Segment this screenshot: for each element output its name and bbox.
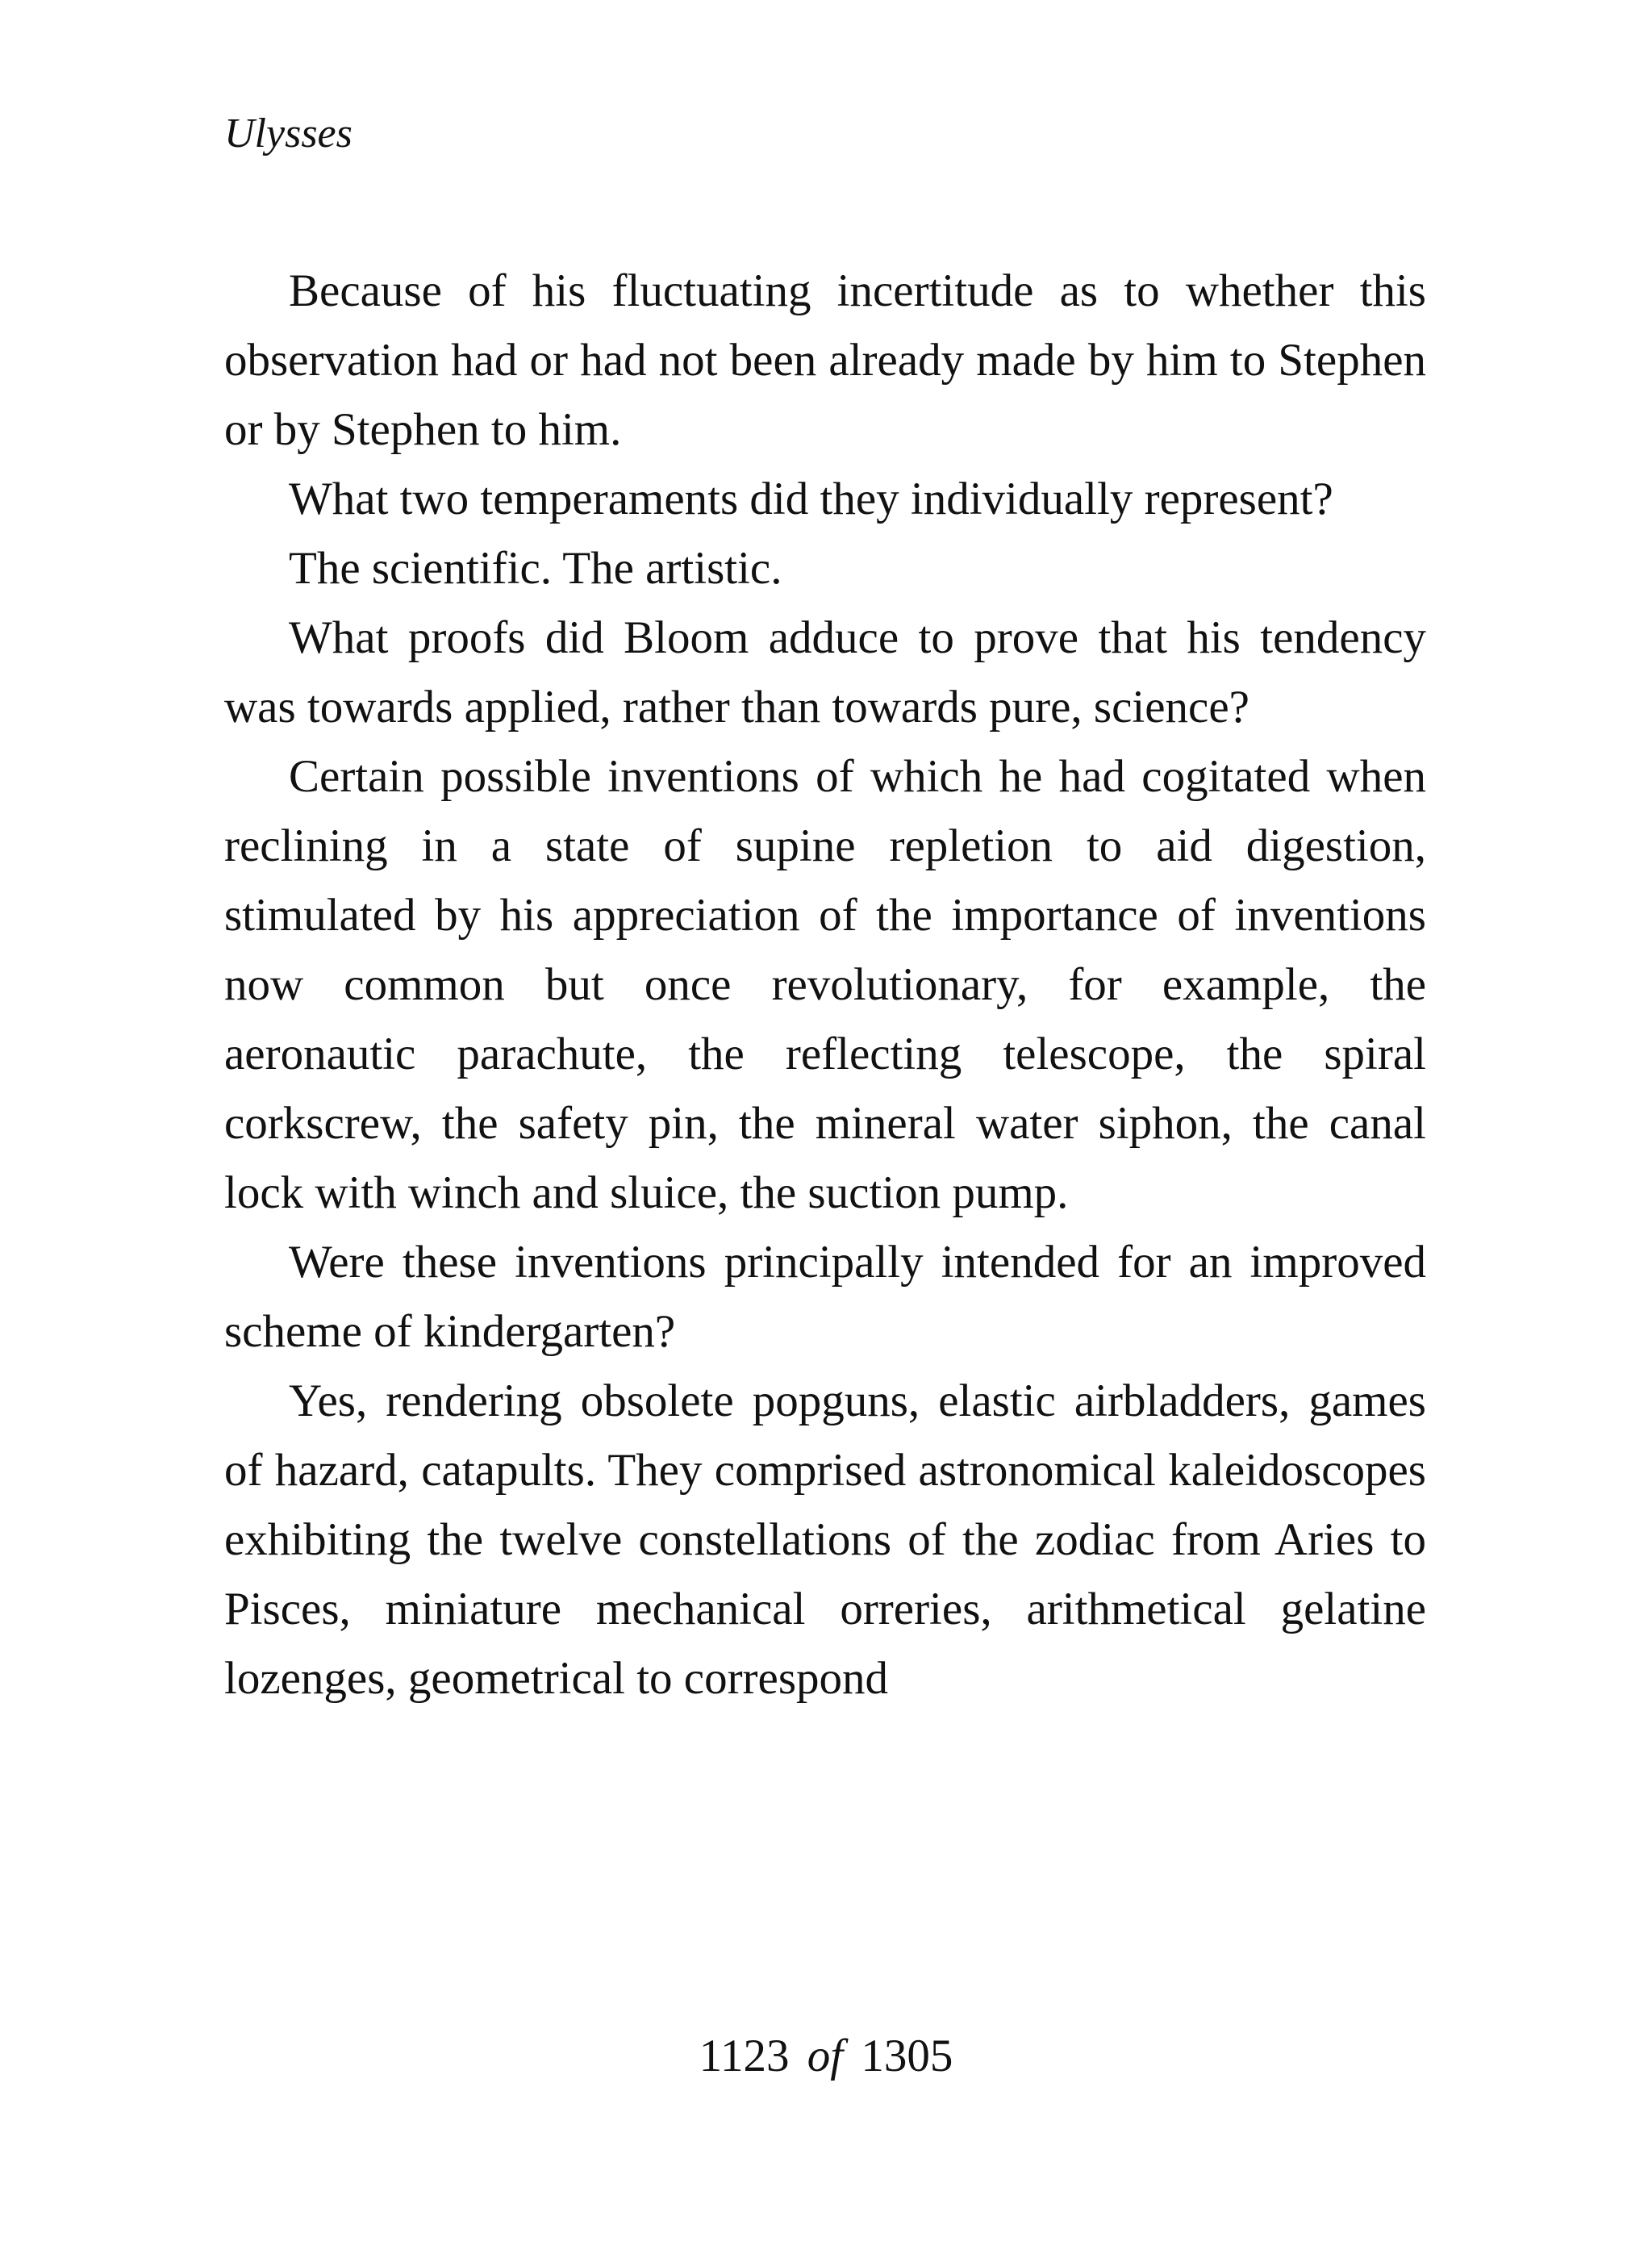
paragraph: Because of his fluctuating incertitude as to whether this observation had or had not been already made by him to Stephen or by Stephen to him. (224, 265, 1426, 455)
paragraph: Yes, rendering obsolete popguns, elastic airbladders, games of hazard, catapults. They comprised astronomical kaleidoscopes exhibiting the twelve constellations of the zodiac from Aries to Pisces, miniature mechanical orreries, arithmetical gelatine lozenges, geometrical to correspond (224, 1375, 1426, 1704)
current-page-number: 1123 (699, 2031, 790, 2081)
paragraph: Were these inventions principally intended for an improved scheme of kindergarten? (224, 1237, 1426, 1357)
page-number (0, 2028, 1652, 2085)
running-title: Ulysses (224, 111, 353, 157)
paragraph: What proofs did Bloom adduce to prove that his tendency was towards applied, rather than towards pure, science? (224, 612, 1426, 733)
page-separator: of (807, 2031, 844, 2081)
paragraph: Certain possible inventions of which he had cogitated when reclining in a state of supine repletion to aid digestion, stimulated by his appreciation of the importance of inventions now common but once revolutionary, for example, the aeronautic parachute, the reflecting telescope, the spiral corkscrew, the safety pin, the mineral water siphon, the canal lock with winch and sluice, the suction pump. (224, 751, 1426, 1218)
page-body (224, 257, 1426, 1713)
paragraph: The scientific. The artistic. (289, 543, 782, 594)
paragraph: What two temperaments did they individually represent? (289, 474, 1333, 524)
total-page-count: 1305 (861, 2031, 953, 2081)
